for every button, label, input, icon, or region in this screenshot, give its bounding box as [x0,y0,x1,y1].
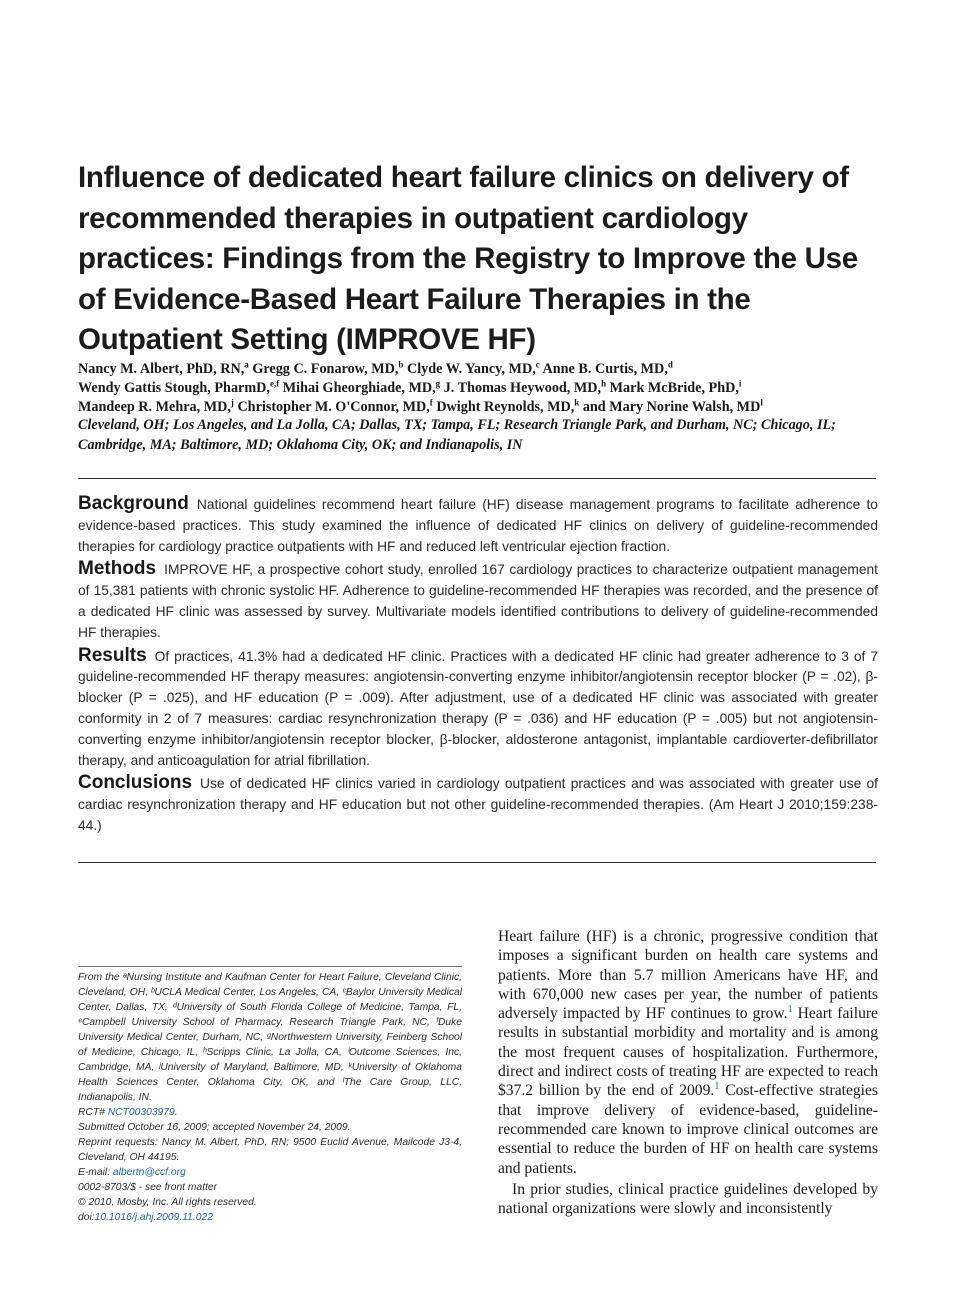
abstract-background [78,494,878,557]
footnote-divider [78,966,462,967]
article-footnotes [78,970,462,1225]
author-affil-mark: g [435,378,441,389]
footnote-reprint: Reprint requests: Nancy M. Albert, PhD, RN; 9500 Euclid Avenue, Mailcode J3-4, Cleveland, OH 44195. [78,1137,462,1163]
section-heading: Background [78,493,189,514]
abstract-results [78,646,878,772]
body-text-column [498,927,878,1218]
author-name: Gregg C. Fonarow, MD, [252,361,399,377]
abstract-top-divider [78,478,876,479]
author-affil-mark: c [535,359,540,370]
author-name: Wendy Gattis Stough, PharmD, [78,380,270,396]
footnote-affiliations: From the ᵃNursing Institute and Kaufman Center for Heart Failure, Cleveland Clinic, Cleveland, OH, ᵇUCLA Medical Center, Los Angeles, CA, ᶜBaylor University Medical Center, Dallas, TX, ᵈUniversity of South Florida College of Medicine, Tampa, FL, ᵉCampbell University School of Pharmacy, Research Triangle Park, NC, ᶠDuke University Medical Center, Durham, NC, ᵍNorthwestern University, Feinberg School of Medicine, Chicago, IL, ʰScripps Clinic, La Jolla, CA, ⁱOutcome Sciences, Inc, Cambridge, MA, ʲUniversity of Maryland, Baltimore, MD, ᵏUniversity of Oklahoma Health Sciences Center, Oklahoma City, OK, and ˡThe Care Group, LLC, Indianapolis, IN. [78,972,462,1103]
affiliation-locations: Cleveland, OH; Los Angeles, and La Jolla, CA; Dallas, TX; Tampa, FL; Research Triangle Park, and Durham, NC; Chicago, IL; Cambridge, MA; Baltimore, MD; Oklahoma City, OK; and Indianapolis, IN [78,417,836,453]
author-affil-mark: a [244,359,249,370]
email-link[interactable]: albertn@ccf.org [112,1167,186,1178]
footnote-doi [78,1210,462,1225]
author-name: Christopher M. O'Connor, MD, [237,399,430,415]
author-affil-mark: k [574,397,580,408]
author-affil-mark: i [738,378,742,389]
body-paragraph [498,927,878,1178]
footnote-submitted: Submitted October 16, 2009; accepted November 24, 2009. [78,1122,351,1133]
rct-label: RCT# [78,1107,108,1118]
section-text: IMPROVE HF, a prospective cohort study, enrolled 167 cardiology practices to characterize outpatient management of 15,381 patients with chronic systolic HF. Adherence to guideline-recommended HF therapies was recorded, and the presence of a dedicated HF clinic was assessed by survey. Multivariate models identified contributions to delivery of guideline-recommended HF therapies. [78,562,878,640]
section-heading: Conclusions [78,772,193,794]
author-name: J. Thomas Heywood, MD, [443,380,602,396]
footnote-email [78,1165,462,1180]
abstract-conclusions [78,773,878,836]
article-title: Influence of dedicated heart failure clinics on delivery of recommended therapies in outpatient cardiology practices: Findings from the Registry to Improve the Use of Evidence-Based Heart Failure Therapies in the Outpatient Setting (IMPROVE HF) [78,161,858,356]
section-text: Use of dedicated HF clinics varied in cardiology outpatient practices and was associated with greater use of cardiac resynchronization therapy and HF education but not other guideline-recommended therapies. (Am Heart J 2010;159:238-44.) [78,776,878,833]
author-list [78,360,883,417]
body-text: Heart failure results in substantial morbidity and mortality and is among the most frequent causes of hospitalization. Furthermore, direct and indirect costs of treating HF are expected to reach $37.2 billion by the end of 2009. [498,1005,878,1100]
section-text: Of practices, 41.3% had a dedicated HF clinic. Practices with a dedicated HF clinic had greater adherence to 3 of 7 guideline-recommended HF therapy measures: angiotensin-converting enzyme inhibitor/angiotensin receptor blocker (P = .02), β-blocker (P = .025), and HF education (P = .009). After adjustment, use of a dedicated HF clinic was associated with greater conformity in 2 of 7 measures: cardiac resynchronization therapy (P = .036) and HF education (P = .005) but not angiotensin-converting enzyme inhibitor/angiotensin receptor blocker, β-blocker, aldosterone antagonist, implantable cardioverter-defibrillator therapy, and anticoagulation for atrial fibrillation. [78,648,878,768]
author-affil-mark: d [667,359,673,370]
author-name: and Mary Norine Walsh, MD [582,399,761,415]
body-paragraph: In prior studies, clinical practice guidelines developed by national organizations were slowly and inconsistently [498,1180,878,1218]
body-text: Heart failure (HF) is a chronic, progressive condition that imposes a significant burden on health care systems and patients. More than 5.7 million Americans have HF, and with 670,000 new cases per year, the number of patients adversely impacted by HF continues to grow. [498,928,878,1023]
body-text: Cost-effective strategies that improve delivery of evidence-based, guideline-recommended care known to improve clinical outcomes are essential to reduce the burden of HF on health care systems and patients. [498,1082,878,1177]
doi-link[interactable]: 10.1016/j.ahj.2009.11.022 [94,1212,213,1223]
section-heading: Results [78,644,147,666]
email-label: E-mail: [78,1167,113,1178]
author-affil-mark: l [760,397,763,408]
author-affil-mark: h [601,378,607,389]
author-affil-mark: e,f [269,378,280,389]
footnote-copyright: © 2010, Mosby, Inc. All rights reserved. [78,1197,257,1208]
author-affil-mark: b [398,359,404,370]
author-name: Clyde W. Yancy, MD, [406,361,536,377]
footnote-rct [78,1105,462,1120]
abstract-methods [78,559,878,643]
author-name: Mark McBride, PhD, [609,380,739,396]
rct-link[interactable]: NCT00303979. [107,1107,178,1118]
author-name: Dwight Reynolds, MD, [436,399,575,415]
footnote-issn: 0002-8703/$ - see front matter [78,1182,218,1193]
abstract-bottom-divider [78,862,876,863]
author-affil-mark: f [429,397,433,408]
reference-link[interactable]: 1 [787,1004,793,1015]
doi-label: doi: [78,1212,95,1223]
author-name: Mihai Gheorghiade, MD, [282,380,436,396]
author-name: Nancy M. Albert, PhD, RN, [78,361,245,377]
author-name: Anne B. Curtis, MD, [542,361,668,377]
author-affil-mark: j [230,397,234,408]
section-text: National guidelines recommend heart failure (HF) disease management programs to facilitate adherence to evidence-based practices. This study examined the influence of dedicated HF clinics on delivery of guideline-recommended therapies for cardiology practice outpatients with HF and reduced left ventricular ejection fraction. [78,497,878,554]
abstract [78,494,878,839]
section-heading: Methods [78,558,157,580]
author-name: Mandeep R. Mehra, MD, [78,399,231,415]
reference-link[interactable]: 1 [714,1081,720,1093]
